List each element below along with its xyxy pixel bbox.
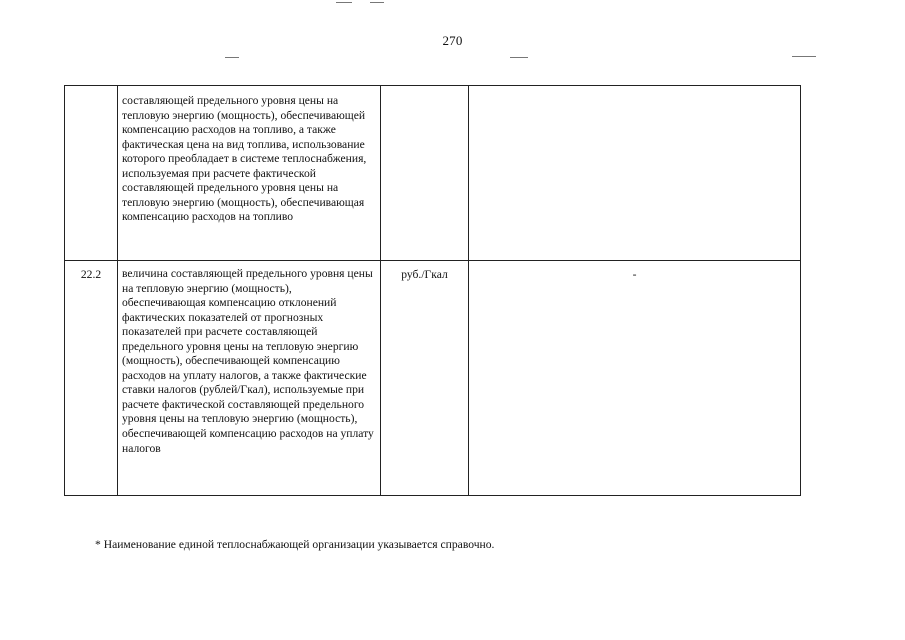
row-number-cell (65, 261, 118, 496)
row-value-cell (469, 261, 801, 496)
scan-artifact (336, 2, 352, 3)
row-description-cell (118, 86, 381, 261)
row-value (469, 86, 800, 93)
row-description: составляющей предельного уровня цены на тепловую энергию (мощность), обеспечивающей компенсацию расходов на топливо, а также фактическая цена на вид топлива, использование которого преобладает в системе теплоснабжения, используемая при расчете фактической составляющей предельного уровня цены на тепловую энергию (мощность), обеспечивающая компенсацию расходов на топливо (122, 94, 367, 224)
table-row (65, 261, 801, 496)
row-number: 22.2 (80, 268, 102, 281)
row-number-cell (65, 86, 118, 261)
row-value-cell (469, 86, 801, 261)
indicators-table (64, 85, 801, 496)
row-description: величина составляющей предельного уровня цены на тепловую энергию (мощность), обеспечивающая компенсацию отклонений фактических показателей от прогнозных показателей при расчете составляющей предельного уровня цены на тепловую энергию (мощность), обеспечивающей компенсацию расходов на уплату налогов, а также фактические ставки налогов (рублей/Гкал), используемые при расчете фактической составляющей предельного уровня цены на тепловую энергию (мощность), обеспечивающей компенсацию расходов на уплату налогов (122, 267, 374, 455)
table-row (65, 86, 801, 261)
row-unit: руб./Гкал (401, 268, 448, 281)
footnote: * Наименование единой теплоснабжающей организации указывается справочно. (95, 538, 495, 551)
page-number: 270 (442, 33, 463, 48)
row-value: - (632, 268, 637, 281)
row-unit (381, 86, 468, 93)
scan-artifact (225, 57, 239, 58)
row-description-cell (118, 261, 381, 496)
row-unit-cell (381, 86, 469, 261)
row-unit-cell (381, 261, 469, 496)
scan-artifact (510, 57, 528, 58)
row-number (65, 86, 117, 93)
scan-artifact (370, 2, 384, 3)
scan-artifact (792, 56, 816, 57)
